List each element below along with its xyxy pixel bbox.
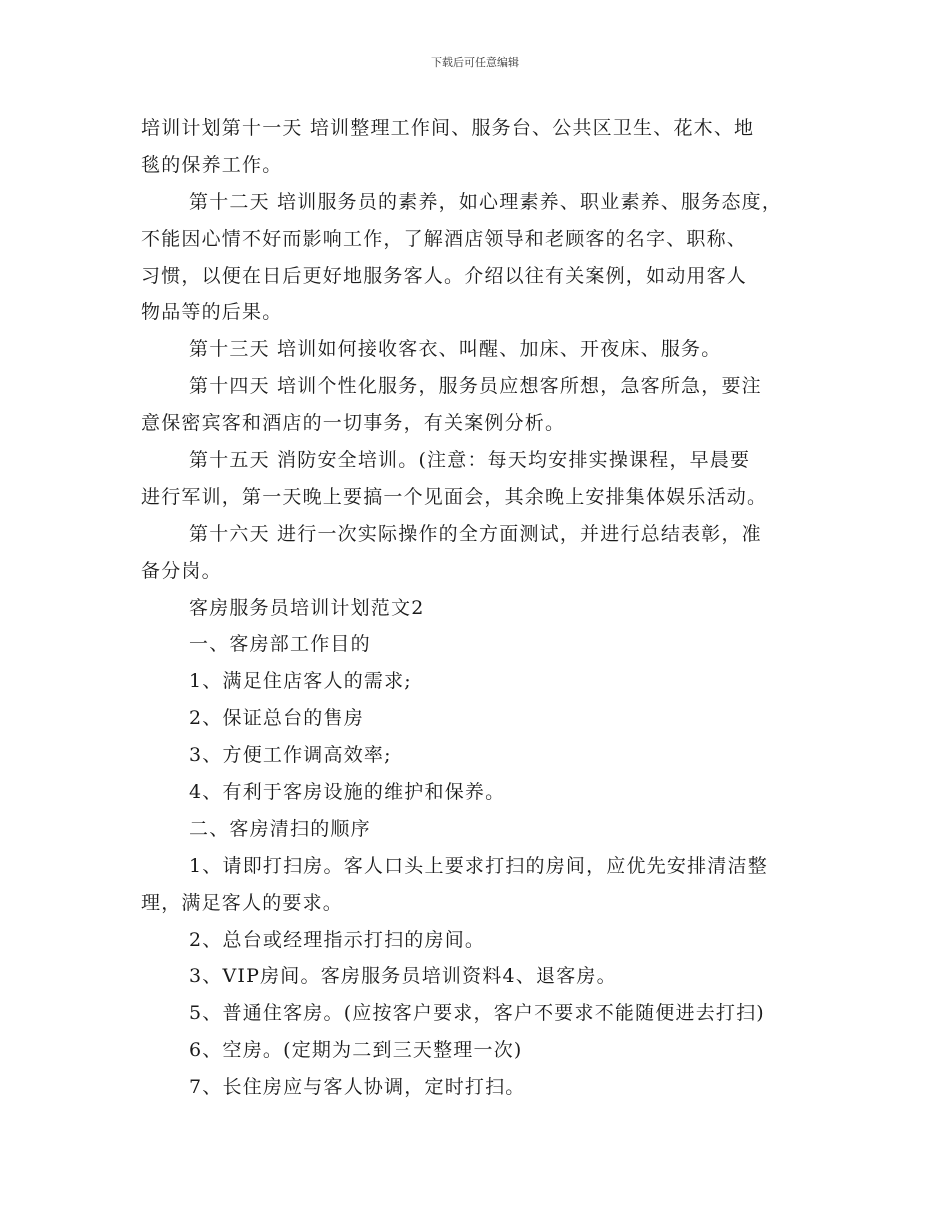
- page-header: 下载后可任意编辑: [431, 56, 519, 69]
- text-line: 第十三天 培训如何接收客衣、叫醒、加床、开夜床、服务。: [189, 338, 722, 361]
- text-line: 毯的保养工作。: [141, 153, 283, 176]
- list-item: 2、总台或经理指示打扫的房间。: [189, 928, 486, 951]
- heading: 一、客房部工作目的: [189, 633, 371, 656]
- text-line: 第十二天 培训服务员的素养，如心理素养、职业素养、服务态度，: [189, 190, 783, 213]
- text-line: 物品等的后果。: [141, 301, 283, 324]
- heading: 二、客房清扫的顺序: [189, 817, 371, 840]
- list-item: 7、长住房应与客人协调，定时打扫。: [189, 1076, 526, 1099]
- list-item: 5、普通住客房。(应按客户要求，客户不要求不能随便进去打扫): [189, 1002, 765, 1025]
- text-line: 不能因心情不好而影响工作，了解酒店领导和老顾客的名字、职称、: [141, 227, 748, 250]
- list-item: 2、保证总台的售房: [189, 707, 364, 730]
- list-item: 1、请即打扫房。客人口头上要求打扫的房间，应优先安排清洁整: [189, 854, 768, 877]
- section-title: 客房服务员培训计划范文2: [189, 596, 425, 619]
- text-line: 培训计划第十一天 培训整理工作间、服务台、公共区卫生、花木、地: [141, 117, 755, 139]
- text-line: 第十六天 进行一次实际操作的全方面测试，并进行总结表彰，准: [189, 522, 762, 545]
- list-item: 4、有利于客房设施的维护和保养。: [189, 781, 506, 804]
- document-body: [141, 110, 811, 1106]
- text-line: 理，满足客人的要求。: [141, 891, 344, 914]
- text-line: 备分岗。: [141, 559, 222, 582]
- text-line: 意保密宾客和酒店的一切事务，有关案例分析。: [141, 412, 566, 435]
- text-line: 习惯，以便在日后更好地服务客人。介绍以往有关案例，如动用客人: [141, 264, 748, 287]
- text-line: 第十五天 消防安全培训。(注意：每天均安排实操课程，早晨要: [189, 449, 751, 472]
- text-line: 进行军训，第一天晚上要搞一个见面会，其余晚上安排集体娱乐活动。: [141, 485, 768, 508]
- list-item: 6、空房。(定期为二到三天整理一次): [189, 1039, 523, 1062]
- list-item: 3、VIP房间。客房服务员培训资料4、退客房。: [189, 965, 617, 988]
- list-item: 3、方便工作调高效率;: [189, 744, 392, 767]
- list-item: 1、满足住店客人的需求;: [189, 670, 412, 693]
- text-line: 第十四天 培训个性化服务，服务员应想客所想，急客所急，要注: [189, 375, 762, 398]
